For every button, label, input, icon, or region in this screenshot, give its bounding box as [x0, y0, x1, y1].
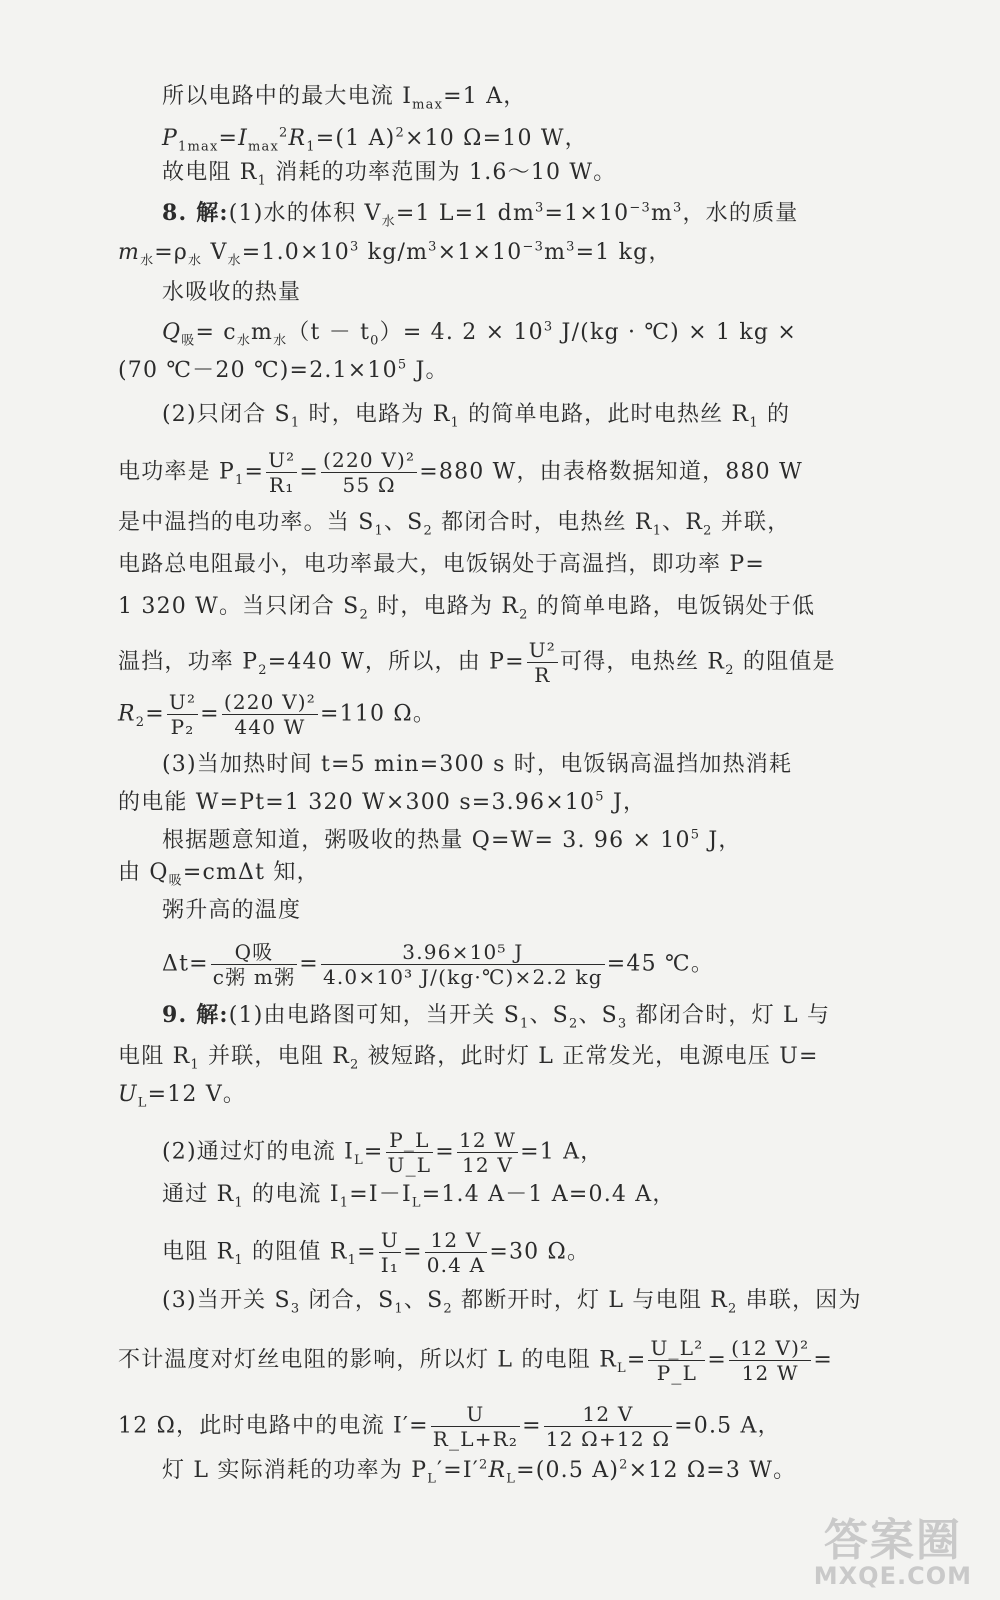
- text-line: 通过 $R_1$ 的电流 $I_1=I-I_L=1.4$ A－1 A=0.4 A，: [162, 1182, 676, 1211]
- text-line: $Q_吸= c_水m_水(t - t_0)= 4$. $2 \times 10^3$ J/(kg · ℃) × 1 kg ×: [162, 319, 798, 349]
- text-line: 灯 L 实际消耗的功率为 $P_L'=I'^2R_L=(0.5$ A)$^2$×12 Ω=3 W。: [162, 1457, 797, 1487]
- text-line: 由 $Q_吸=cm\Delta t$ 知，: [118, 860, 320, 889]
- watermark-url: MXQE.COM: [813, 1562, 972, 1590]
- watermark: [814, 1504, 972, 1590]
- text-line: 所以电路中的最大电流 $I_{max}=1$ A，: [162, 84, 527, 113]
- fraction: $\frac{12 W}{12 V}$: [458, 1128, 517, 1177]
- text-line: (70 ℃－20 $℃)=2.1\times 10^5$ J。: [118, 357, 449, 383]
- text-line: 不计温度对灯丝电阻的影响，所以灯 L 的电阻 $R_L=$ $\frac{\text{U\_L²}}{P\_L}$ = $\frac{\text{(12 V)²}}{12 W}$ =: [118, 1336, 833, 1385]
- fraction: $\frac{\text{3.96×10⁵ J}}{\text{4.0×10³ J/(kg·℃)×2.2 kg}}$: [322, 940, 603, 989]
- fraction: $\frac{\text{U\_L²}}{P\_L}$: [650, 1336, 704, 1385]
- text-line: 的电能 W=Pt=1 320 W×300 $s=3.96\times 10^5$ J，: [118, 789, 647, 815]
- fraction: $\frac{P\_L}{U\_L}$: [387, 1128, 432, 1177]
- fraction: $\frac{\text{(12 V)²}}{12 W}$: [731, 1336, 810, 1385]
- text-line: (3)当开关 $S_3$ 闭合，$S_1$、$S_2$ 都断开时，灯 L 与电阻 $R_2$ 串联，因为: [162, 1288, 862, 1317]
- text-line: 电路总电阻最小，电功率最大，电饭锅处于高温挡，即功率 P=: [118, 552, 766, 577]
- text-line: $m_水=\rho_水$ $V_水=1.0\times 10^3$ $kg/m^3\times 1\times 10^{-3}m^3=1$ kg，: [118, 239, 672, 269]
- fraction: $\frac{\text{(220 V)²}}{55 \Omega}$: [323, 448, 416, 497]
- text-line: 粥升高的温度: [162, 898, 302, 923]
- text-line: 是中温挡的电功率。当 $S_1$、$S_2$ 都闭合时，电热丝 $R_1$、$R_2$ 并联，: [118, 510, 791, 539]
- text-line: (2)通过灯的电流 $I_L=$ $\frac{P\_L}{U\_L}$ = $\frac{12 W}{12 V}$ =1 A，: [162, 1128, 604, 1177]
- text-line: Δt= $\frac{\text{Q吸}}{\text{c粥 m粥}}$ = $\frac{\text{3.96×10⁵ J}}{\text{4.0×10³ J/(kg·℃)×2.2 kg}}$ =45 ℃。: [162, 940, 715, 989]
- question-number: 9. 解:: [162, 1002, 229, 1028]
- fraction: $\frac{\text{U²}}{R}$: [528, 638, 557, 687]
- text-line: 根据题意知道，粥吸收的热量 Q=W= 3. $96 \times 10^5$ J，: [162, 827, 742, 853]
- question-9-line: 9. 解:(1)由电路图可知，当开关 $S_1$、$S_2$、$S_3$ 都闭合时，灯 L 与: [162, 1002, 831, 1032]
- fraction: $\frac{U}{\text{I₁}}$: [380, 1228, 400, 1277]
- fraction: $\frac{12 V}{0.4 A}$: [426, 1228, 486, 1277]
- text-line: $U_L=12$ V。: [118, 1082, 247, 1111]
- text-line: 温挡，功率 $P_2=440$ W，所以，由 P= $\frac{\text{U²}}{R}$ 可得，电热丝 $R_2$ 的阻值是: [118, 638, 836, 687]
- text-line: 电阻 $R_1$ 并联，电阻 $R_2$ 被短路，此时灯 L 正常发光，电源电压 U=: [118, 1044, 819, 1073]
- text-line: 1 320 W。当只闭合 $S_2$ 时，电路为 $R_2$ 的简单电路，电饭锅处于低: [118, 594, 816, 623]
- question-8-line: 8. 解:(1)水的体积 $V_水=1$ L=1 $dm^3=1\times 10^{-3}m^3$，水的质量: [162, 200, 799, 230]
- text-line: 水吸收的热量: [162, 280, 302, 305]
- text-line: (3)当加热时间 t=5 min=300 s 时，电饭锅高温挡加热消耗: [162, 752, 793, 777]
- fraction: $\frac{\text{(220 V)²}}{440 W}$: [223, 690, 317, 739]
- text-line: 故电阻 $R_1$ 消耗的功率范围为 1.6～10 W。: [162, 160, 617, 189]
- text-line: $R_2=$ $\frac{\text{U²}}{\text{P₂}}$ = $\frac{\text{(220 V)²}}{440 W}$ =110 Ω。: [118, 690, 437, 739]
- fraction: $\frac{12 V}{12 \Omega+12 \Omega}$: [545, 1402, 671, 1451]
- fraction: $\frac{\text{U²}}{\text{P₂}}$: [168, 690, 197, 739]
- text-line: 12 Ω，此时电路中的电流 I′= $\frac{U}{\text{R\_L+R₂}}$ = $\frac{12 V}{12 \Omega+12 \Omega}$ =0.5 A，: [118, 1402, 781, 1451]
- text-line: 电阻 $R_1$ 的阻值 $R_1=$ $\frac{U}{\text{I₁}}$ = $\frac{12 V}{0.4 A}$ =30 Ω。: [162, 1228, 591, 1277]
- text-line: 电功率是 $P_1=$ $\frac{\text{U²}}{\text{R₁}}$ = $\frac{\text{(220 V)²}}{55 \Omega}$ =880 W，由表格数据知道，880 W: [118, 448, 803, 497]
- fraction: $\frac{\text{U²}}{\text{R₁}}$: [268, 448, 296, 497]
- text-line: $P_{1max}=I_{max}^2R_1=(1$ A)$^2$×10 Ω=10 W，: [162, 125, 588, 155]
- question-number: 8. 解:: [162, 200, 229, 226]
- fraction: $\frac{U}{\text{R\_L+R₂}}$: [432, 1402, 519, 1451]
- fraction: $\frac{\text{Q吸}}{\text{c粥 m粥}}$: [212, 940, 296, 989]
- text-line: (2)只闭合 $S_1$ 时，电路为 $R_1$ 的简单电路，此时电热丝 $R_1$ 的: [162, 402, 791, 431]
- watermark-logo-text: 答案圈: [823, 1515, 962, 1566]
